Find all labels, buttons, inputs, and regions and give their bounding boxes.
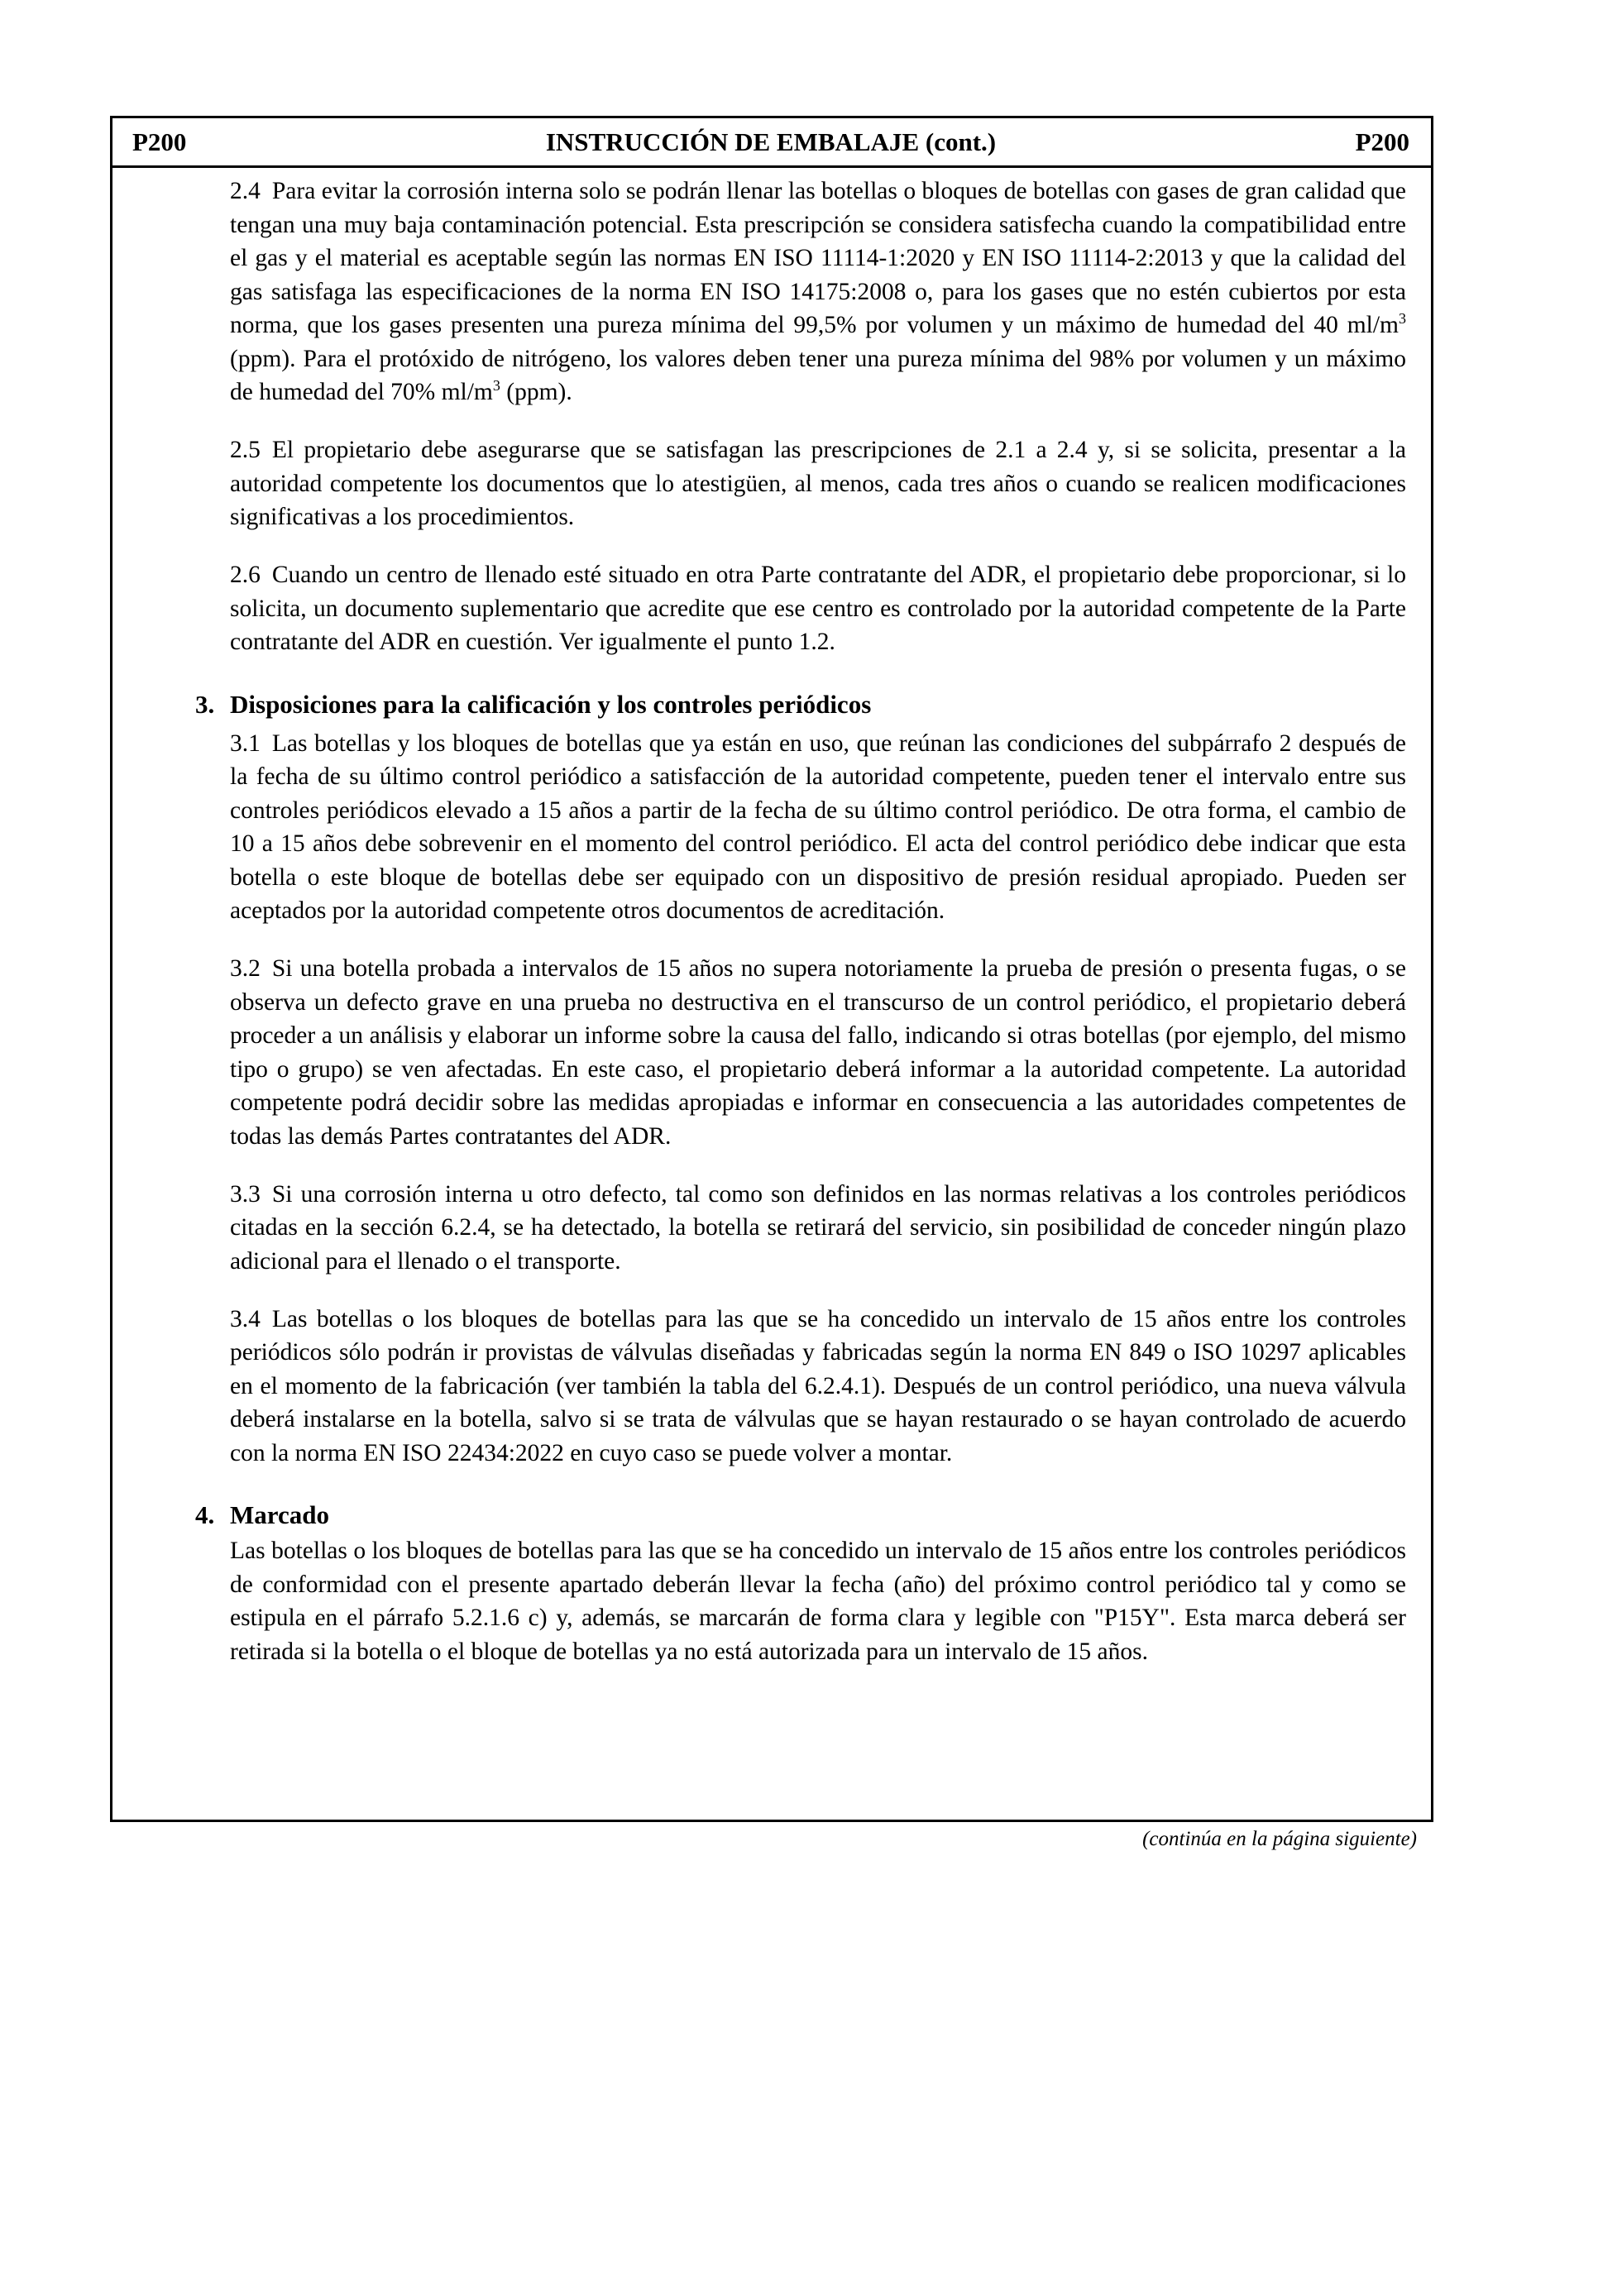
- section-3-heading: 3. Disposiciones para la calificación y los controles periódicos: [195, 689, 872, 719]
- paragraph-3-1: 3.1 Las botellas y los bloques de botellas que ya están en uso, que reúnan las condiciones del subpárrafo 2 después de la fecha de su último control periódico a satisfacción de la autoridad competente, pueden tener el intervalo entre sus controles periódicos elevado a 15 años a partir de la fecha de su último control periódico. De otra forma, el cambio de 10 a 15 años debe sobrevenir en el momento del control periódico. El acta del control periódico debe indicar que esta botella o este bloque de botellas debe ser equipado con un dispositivo de presión residual apropiado. Pueden ser aceptados por la autoridad competente otros documentos de acreditación.: [230, 729, 1406, 924]
- header-code-right: P200: [1355, 127, 1409, 156]
- paragraph-3-4: 3.4 Las botellas o los bloques de botellas para las que se ha concedido un intervalo de 15 años entre los controles periódicos sólo podrán ir provistas de válvulas diseñadas y fabricadas según la norma EN 849 o ISO 10297 aplicables en el momento de la fabricación (ver también la tabla del 6.2.4.1). Después de un control periódico, una nueva válvula deberá instalarse en la botella, salvo si se trata de válvulas que se hayan restaurado o se hayan controlado de acuerdo con la norma EN ISO 22434:2022 en cuyo caso se puede volver a montar.: [230, 1305, 1406, 1466]
- instruction-frame: [110, 116, 1433, 1822]
- paragraph-number: 3.1: [230, 729, 261, 757]
- header-title: INSTRUCCIÓN DE EMBALAJE (cont.): [545, 127, 997, 156]
- instruction-content: [112, 175, 1431, 1668]
- continuation-note: (continúa en la página siguiente): [1142, 1828, 1417, 1850]
- paragraph-2-6: 2.6 Cuando un centro de llenado esté situado en otra Parte contratante del ADR, el propietario debe proporcionar, si lo solicita, un documento suplementario que acredite que ese centro es controlado por la autoridad competente de la Parte contratante del ADR en cuestión. Ver igualmente el punto 1.2.: [230, 562, 1406, 655]
- section-2-continued: [112, 175, 1406, 659]
- paragraph-number: 2.6: [230, 562, 261, 588]
- section-4-heading: 4. Marcado: [195, 1500, 329, 1529]
- paragraph-number: 2.5: [230, 437, 261, 463]
- paragraph-number: 2.4: [230, 178, 261, 204]
- section-3-body: [112, 727, 1406, 1471]
- paragraph-number: 3.4: [230, 1305, 261, 1332]
- header-code-left: P200: [132, 127, 187, 156]
- section-4-body: Las botellas o los bloques de botellas para las que se ha concedido un intervalo de 15 años entre los controles periódicos de conformidad con el presente apartado deberán llevar la fecha (año) del próximo control periódico tal y como se estipula en el párrafo 5.2.1.6 c) y, además, se marcarán de forma clara y legible con "P15Y". Esta marca deberá ser retirada si la botella o el bloque de botellas ya no está autorizada para un intervalo de 15 años.: [230, 1538, 1406, 1665]
- paragraph-3-2: 3.2 Si una botella probada a intervalos de 15 años no supera notoriamente la prueba de presión o presenta fugas, o se observa un defecto grave en una prueba no destructiva en el transcurso de un control periódico, el propietario deberá proceder a un análisis y elaborar un informe sobre la causa del fallo, indicando si otras botellas (por ejemplo, del mismo tipo o grupo) se ven afectadas. En este caso, el propietario deberá informar a la autoridad competente. La autoridad competente podrá decidir sobre las medidas apropiadas e informar en consecuencia a las autoridades competentes de todas las demás Partes contratantes del ADR.: [230, 955, 1406, 1150]
- paragraph-number: 3.2: [230, 955, 261, 982]
- paragraph-number: 3.3: [230, 1180, 261, 1208]
- paragraph-2-4: 2.4 Para evitar la corrosión interna solo se podrán llenar las botellas o bloques de botellas con gases de gran calidad que tengan una muy baja contaminación potencial. Esta prescripción se considera satisfecha cuando la compatibilidad entre el gas y el material es aceptable según las normas EN ISO 11114-1:2020 y EN ISO 11114-2:2013 y que la calidad del gas satisfaga las especificaciones de la norma EN ISO 14175:2008 o, para los gases que no estén cubiertos por esta norma, que los gases presenten una pureza mínima del 99,5% por volumen y un máximo de humedad del 40 $ml/m^3$ (ppm). Para el protóxido de nitrógeno, los valores deben tener una pureza mínima del 98% por volumen y un máximo de humedad del 70% $ml/m^3$ (ppm).: [230, 178, 1406, 405]
- paragraph-3-3: 3.3 Si una corrosión interna u otro defecto, tal como son definidos en las normas relativas a los controles periódicos citadas en la sección 6.2.4, se ha detectado, la botella se retirará del servicio, sin posibilidad de conceder ningún plazo adicional para el llenado o el transporte.: [230, 1180, 1406, 1275]
- table-header: [112, 118, 1431, 168]
- paragraph-2-5: 2.5 El propietario debe asegurarse que se satisfagan las prescripciones de 2.1 a 2.4 y, si se solicita, presentar a la autoridad competente los documentos que lo atestigüen, al menos, cada tres años o cuando se realicen modificaciones significativas a los procedimientos.: [230, 437, 1406, 530]
